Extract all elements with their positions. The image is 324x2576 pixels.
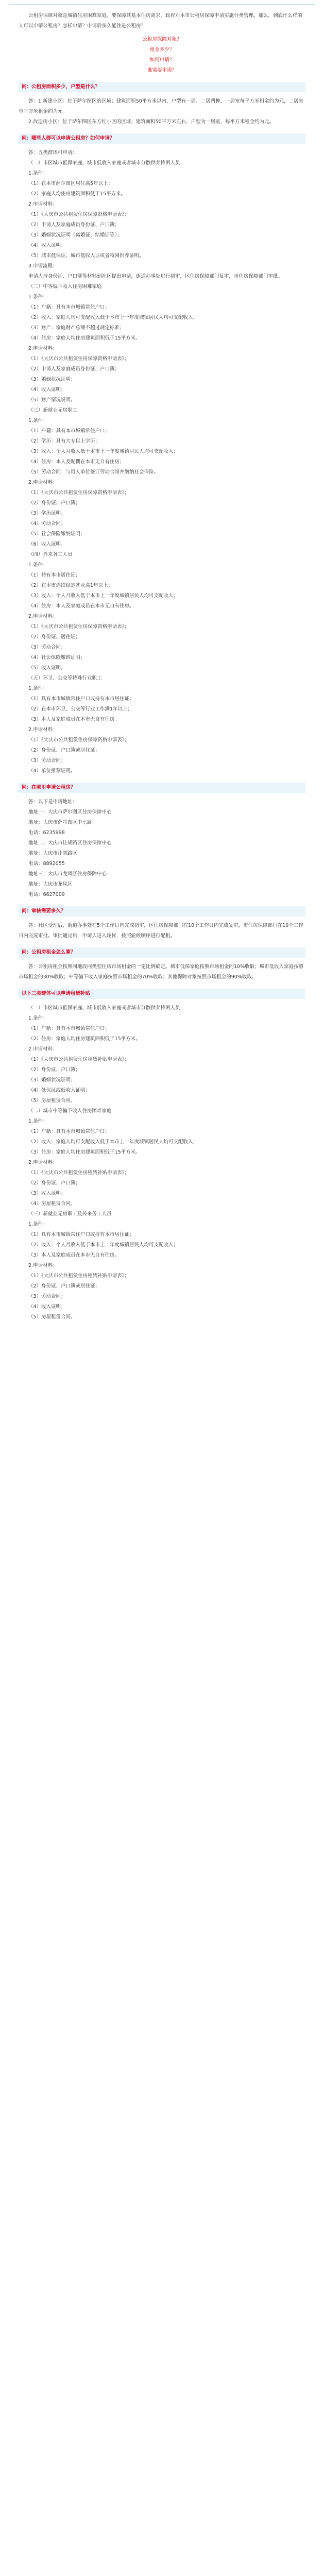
paragraph: （三）新就业无房职工	[28, 408, 78, 413]
paragraph: （4）住房：本人及配偶在本市无自有住房；	[28, 459, 125, 465]
paragraph: （4）房屋租赁合同。	[28, 1201, 76, 1207]
paragraph: 1.条件：	[28, 294, 48, 300]
paragraph: 2.申请材料：	[28, 1046, 58, 1052]
paragraph: （2）身份证、户口簿；	[28, 500, 81, 506]
paragraph: 地址二：大庆市让胡路区住房保障中心	[28, 840, 112, 846]
paragraph: （1）在本市萨尔图区居住满5年以上；	[28, 181, 113, 187]
paragraph: （2）收入：家庭人均可支配收入低于本市上一年度城镇居民人均可支配收入；	[28, 315, 198, 320]
paragraph: 2.申请材料：	[28, 727, 58, 733]
paragraph: （3）本人及家庭成员在本市无自有住房。	[28, 1252, 120, 1258]
paragraph: （1）持有本市居住证；	[28, 572, 81, 578]
paragraph: 电话：6235998	[28, 830, 65, 836]
paragraph: （3）劳动合同；	[28, 645, 66, 650]
paragraph: （5）社会保险缴纳证明；	[28, 531, 86, 537]
paragraph: 答：社区受理后，街道办事处在5个工作日内完成初审，区住房保障部门在10个工作日内完成复审，市住房保障部门在10个工作日内完成审批。审批通过后，申请人进入轮候，按照轮候顺序进行配租。	[19, 923, 303, 939]
paragraph: （二）中等偏下收入住房困难家庭	[28, 284, 102, 290]
paragraph: 地址：大庆市萨尔图区中七路	[28, 820, 92, 825]
paragraph: （2）学历：具有大专以上学历；	[28, 438, 100, 444]
paragraph: 1.条件：	[28, 686, 48, 691]
paragraph: （2）住房：家庭人均住房建筑面积低于15平方米。	[28, 1036, 141, 1042]
paragraph: （1）《大庆市公共租赁住房保障资格申请表》；	[28, 490, 130, 496]
paragraph: （4）社会保险缴纳证明；	[28, 655, 86, 660]
paragraph: （2）收入：家庭人均可支配收入低于本市上一年度城镇居民人均可支配收入；	[28, 1139, 198, 1145]
paragraph: （4）劳动合同；	[28, 521, 66, 527]
paragraph: （3）学历证明；	[28, 511, 66, 516]
section-heading: 问：审核需要多久？	[19, 906, 305, 917]
paragraph: （2）收入：个人月收入低于本市上一年度城镇居民人均可支配收入；	[28, 1242, 179, 1248]
paragraph: （3）收入：个人月收入低于本市上一年度城镇居民人均可支配收入；	[28, 449, 179, 454]
paragraph: （6）收入证明。	[28, 541, 66, 547]
paragraph: （4）收入证明；	[28, 1304, 66, 1310]
paragraph: （1）户籍：具有本市城镇常住户口；	[28, 428, 110, 434]
article	[9, 4, 315, 2576]
paragraph: 2.申请材料：	[28, 201, 58, 207]
paragraph: 电话：6627009	[28, 892, 65, 897]
question-item: 谁需要申请？	[147, 67, 177, 73]
section-heading: 问：哪些人群可以申请公租房？如何申请？	[19, 133, 305, 144]
paragraph: 1.条件：	[28, 171, 48, 176]
paragraph: （二）城市中等偏下收入住房困难家庭	[28, 1108, 112, 1114]
paragraph: （四）外来务工人员	[28, 552, 73, 557]
paragraph: （3）婚姻状况证明；	[28, 377, 76, 382]
paragraph: 2.改造房小区：位于萨尔图区东方红小区的区域；建筑面积50平方米左右，户型为一居室，每平方米租金约为元。	[28, 119, 275, 125]
paragraph: 2.申请材料：	[28, 1160, 58, 1165]
paragraph: 3.申请流程：	[28, 263, 58, 269]
paragraph: （4）单位推荐证明。	[28, 768, 76, 774]
question-item: 如何申请？	[149, 57, 175, 63]
paragraph: （2）申请人及家庭成员身份证、户口簿；	[28, 366, 120, 372]
paragraph: （一）市区城市低保家庭、城市低收入家庭或者城市分散供养特困人员	[28, 160, 180, 166]
section-heading: 以下三类群体可以申请租赁补贴	[19, 989, 305, 999]
paragraph: （5）房屋租赁合同。	[28, 1098, 76, 1104]
paragraph: 1.条件：	[28, 1118, 48, 1124]
paragraph: （2）在本市环卫、公交等行业工作满1年以上；	[28, 706, 133, 712]
question-item: 租金多少？	[149, 47, 175, 53]
paragraph: （1）《大庆市公共租赁住房租赁补贴申请表》；	[28, 1170, 130, 1176]
paragraph: 地址一：大庆市萨尔图区住房保障中心	[28, 809, 112, 815]
paragraph: 2.申请材料：	[28, 614, 58, 619]
paragraph: （5）房屋租赁合同。	[28, 1314, 76, 1320]
paragraph: （一）市区城市低保家庭、城市低收入家庭或者城市分散供养特困人员	[28, 1005, 180, 1011]
paragraph: （5）财产情况说明。	[28, 397, 76, 403]
paragraph: 2.申请材料：	[28, 1263, 58, 1268]
paragraph: （2）身份证、户口簿；	[28, 1180, 81, 1186]
paragraph: 2.申请材料：	[28, 346, 58, 351]
paragraph: （3）婚姻状况证明（离婚证、结婚证等）；	[28, 232, 122, 238]
paragraph: （4）住房：本人及家庭成员在本市无自有住房。	[28, 603, 134, 609]
paragraph: （3）劳动合同；	[28, 1294, 66, 1299]
paragraph: （1）户籍：具有本市城镇常住户口；	[28, 1026, 110, 1031]
section-heading: 问：公租房面积多少，户型是什么？	[19, 82, 305, 92]
paragraph: 1.条件：	[28, 562, 48, 568]
paragraph: （4）低保证或低收入证明；	[28, 1088, 91, 1093]
paragraph: （4）收入证明；	[28, 387, 66, 393]
paragraph: （2）身份证、户口簿；	[28, 1067, 81, 1073]
paragraph: 答：五类群体可申请：	[28, 150, 78, 156]
paragraph: 1.条件：	[28, 1015, 48, 1021]
paragraph: （1）户籍：具有本市城镇常住户口；	[28, 304, 110, 310]
paragraph: （3）住房：家庭人均住房建筑面积低于15平方米。	[28, 1149, 141, 1155]
paragraph: （1）《大庆市公共租赁住房保障资格申请表》；	[28, 356, 130, 362]
paragraph: （2）身份证、户口簿或居住证；	[28, 748, 100, 753]
paragraph: （5）城市低保证、城市低收入证或者特困供养证明。	[28, 253, 144, 259]
paragraph: 申请人持身份证、户口簿等材料到社区提出申请，街道办事处进行初审，区住房保障部门复审，市住房保障部门审批。	[28, 274, 283, 279]
sections	[19, 82, 305, 1326]
intro-text: 公租房保障对象是城镇住房困难家庭。要保障其基本住房需求，政府对本市公租房保障申请实施分类管理。那么，到底什么样的人可以申请公租房？怎样申请？申请后多久能住进公租房？	[19, 13, 303, 29]
paragraph: （1）户籍：具有本市城镇常住户口；	[28, 1129, 110, 1134]
section-heading: 问：公租房租金怎么算？	[19, 947, 305, 958]
paragraph: （1）《大庆市公共租赁住房租赁补贴申请表》；	[28, 1273, 130, 1279]
paragraph: 答：以下是申请地址：	[28, 799, 78, 805]
paragraph: （3）收入：个人月收入低于本市上一年度城镇居民人均可支配收入；	[28, 593, 179, 599]
paragraph: （4）住房：家庭人均住房建筑面积低于15平方米。	[28, 335, 141, 341]
paragraph: （3）财产：家庭财产总额不超过规定标准；	[28, 325, 125, 331]
paragraph: （五）环卫、公交等特殊行业职工	[28, 675, 102, 681]
question-item: 公租房保障对象？	[142, 37, 182, 42]
paragraph: 2.申请材料：	[28, 480, 58, 485]
section-heading: 问：在哪里申请公租房？	[19, 783, 305, 793]
paragraph: （1）《大庆市公共租赁住房保障资格申请表》；	[28, 212, 130, 217]
paragraph: （5）收入证明。	[28, 665, 66, 671]
paragraph: 地址：大庆市龙凤区	[28, 882, 73, 887]
paragraph: （1）具有本市城镇常住户口或持有本市居住证；	[28, 1232, 134, 1238]
paragraph: （2）家庭人均住房建筑面积低于15平方米。	[28, 191, 126, 197]
paragraph: 电话：8892055	[28, 861, 65, 867]
paragraph: （1）《大庆市公共租赁住房保障资格申请表》；	[28, 737, 130, 743]
paragraph: （2）身份证、居住证；	[28, 634, 81, 640]
paragraph: 1.条件：	[28, 418, 48, 423]
paragraph: （2）在本市连续稳定就业满1年以上；	[28, 583, 113, 588]
paragraph: 地址：大庆市让胡路区	[28, 851, 78, 856]
paragraph: 1.条件：	[28, 1222, 48, 1227]
paragraph: （2）身份证、户口簿或居住证；	[28, 1283, 100, 1289]
paragraph: （3）劳动合同；	[28, 758, 66, 764]
paragraph: 答：公租房租金按照同地段同类型住房市场租金的一定比例确定。城市低保家庭按照市场租金的10%收取；城市低收入家庭按照市场租金的30%收取；中等偏下收入家庭按照市场租金的70%收取；其他保障对象按照市场租金的90%收取。	[19, 964, 304, 980]
paragraph: （1）具有本市城镇常住户口或持有本市居住证；	[28, 696, 134, 702]
paragraph: （3）婚姻状况证明；	[28, 1077, 76, 1083]
paragraph: （2）申请人及家庭成员身份证、户口簿；	[28, 222, 120, 228]
paragraph: （5）劳动合同：与用人单位签订劳动合同并缴纳社会保险。	[28, 469, 159, 475]
paragraph: （3）收入证明；	[28, 1191, 66, 1196]
paragraph: （3）本人及家庭成员在本市无自有住房。	[28, 717, 120, 722]
paragraph: （4）收入证明；	[28, 243, 66, 248]
paragraph: 地址三：大庆市龙凤区住房保障中心	[28, 871, 107, 877]
paragraph: （1）《大庆市公共租赁住房保障资格申请表》；	[28, 624, 130, 630]
paragraph: 答：1.新建小区：位于萨尔图区的区域；建筑面积50平方米以内，户型有一居、二居两种，一居室每平方米租金约为元，二居室每平方米租金约为元。	[19, 98, 304, 114]
paragraph: （1）《大庆市公共租赁住房租赁补贴申请表》；	[28, 1057, 130, 1062]
paragraph: （三）新就业无房职工及外来务工人员	[28, 1211, 112, 1217]
